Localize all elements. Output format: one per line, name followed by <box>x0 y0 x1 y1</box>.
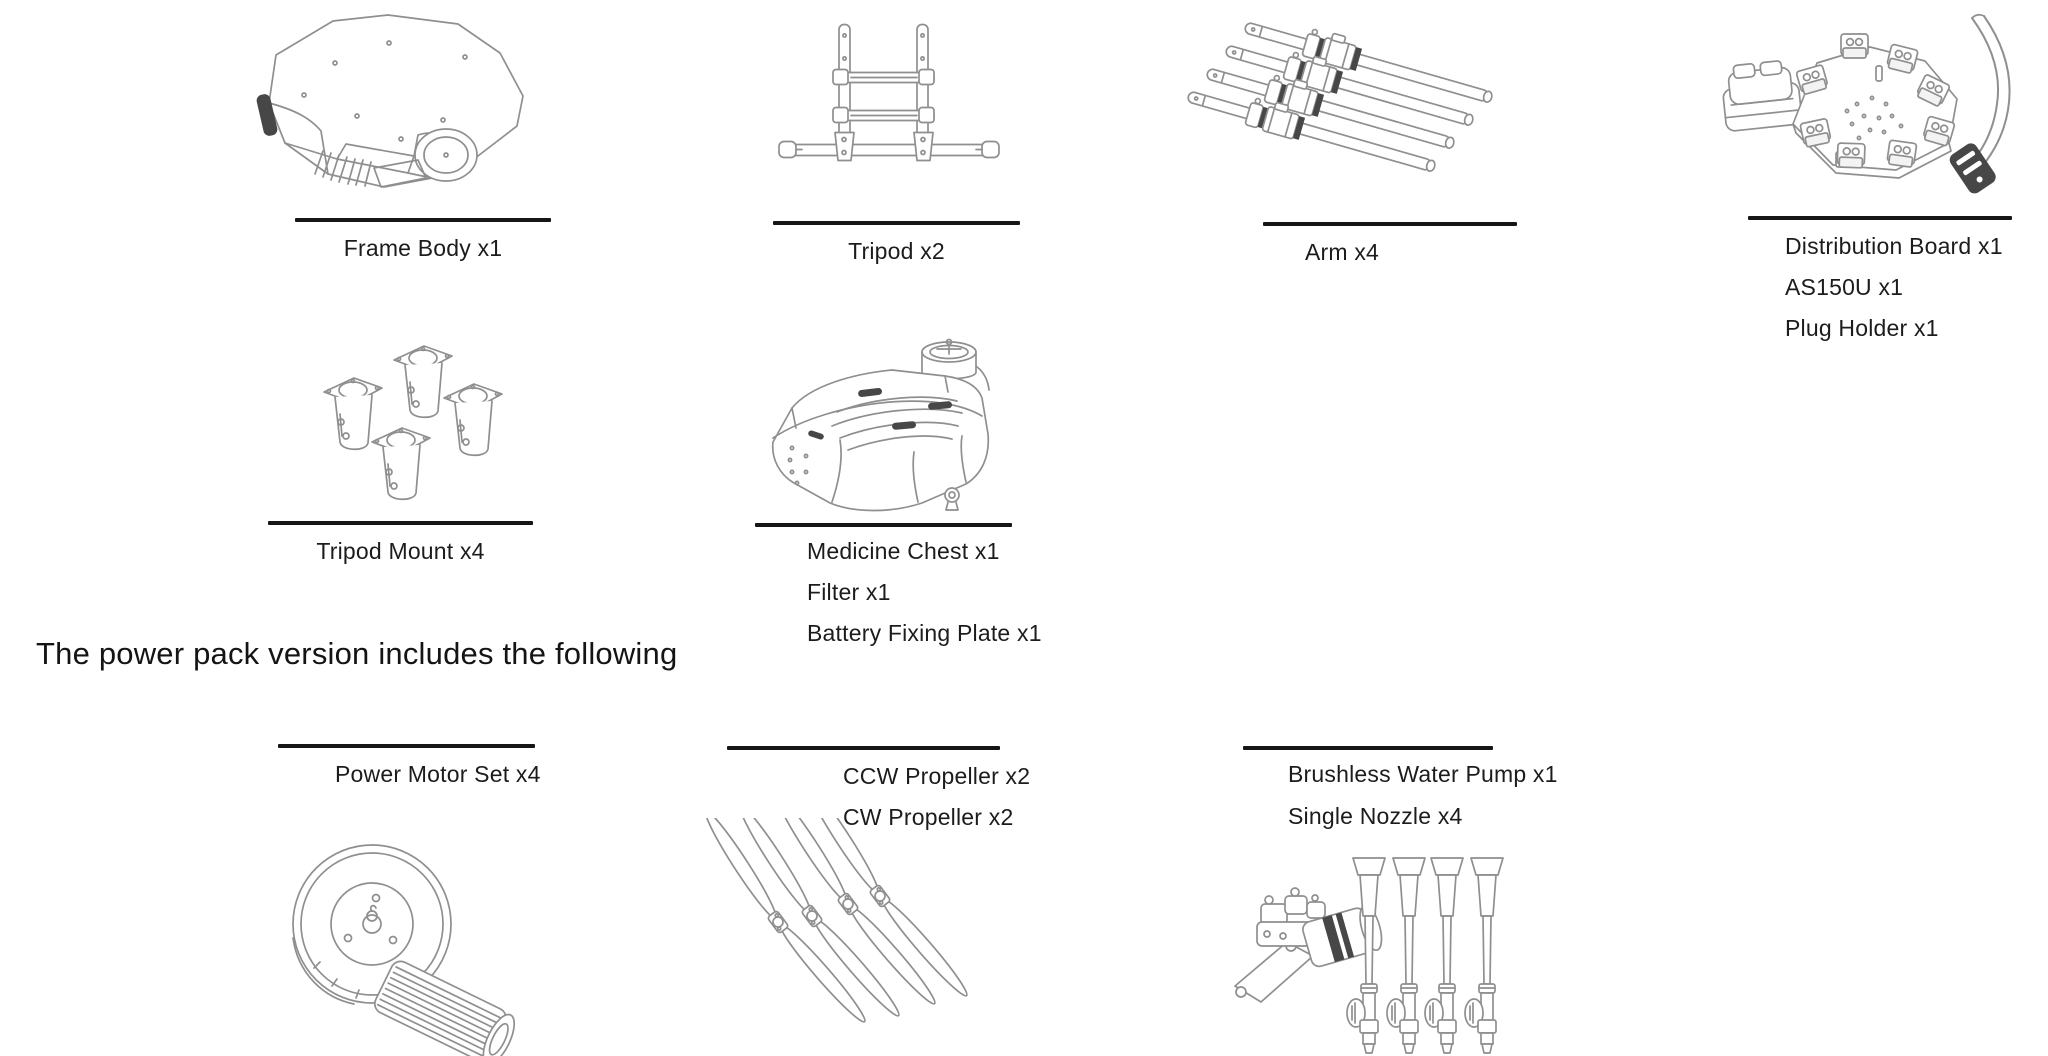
section-heading: The power pack version includes the following <box>36 636 678 671</box>
part-propellers <box>688 730 1043 1056</box>
arm-drawing <box>1175 2 1505 212</box>
label-divider <box>1263 222 1517 226</box>
part-label: Tripod Mount x4 <box>316 538 485 564</box>
tripod-mount-drawing <box>300 342 530 517</box>
part-label: Medicine Chest x1 <box>807 538 1000 564</box>
label-divider <box>278 744 535 748</box>
part-label: Power Motor Set x4 <box>335 761 541 787</box>
medicine-chest-drawing <box>740 332 1020 527</box>
part-label: Plug Holder x1 <box>1785 315 1939 341</box>
part-tripod-mount <box>238 328 568 578</box>
part-medicine-chest <box>728 322 1073 652</box>
water-pump-drawing <box>1225 852 1555 1056</box>
power-motor-set-illustration <box>280 838 540 1056</box>
label-divider <box>755 523 1012 527</box>
distribution-board-illustration <box>1716 12 2036 216</box>
tripod-illustration <box>777 18 1007 178</box>
label-divider <box>773 221 1020 225</box>
propellers-illustration <box>698 818 1038 1056</box>
frame-body-drawing <box>238 8 558 208</box>
label-divider <box>295 218 551 222</box>
tripod-mount-illustration <box>300 342 530 517</box>
propellers-drawing <box>698 818 1038 1056</box>
part-label: Tripod x2 <box>848 238 945 264</box>
part-label: Filter x1 <box>807 579 891 605</box>
part-label: Battery Fixing Plate x1 <box>807 620 1042 646</box>
water-pump-illustration <box>1225 852 1555 1056</box>
tripod-drawing <box>777 18 1007 178</box>
part-label: Frame Body x1 <box>343 235 503 261</box>
part-distribution-board <box>1698 4 2048 350</box>
part-tripod <box>755 8 1035 278</box>
part-label: Arm x4 <box>1305 239 1380 265</box>
part-label: CCW Propeller x2 <box>843 763 1031 789</box>
medicine-chest-illustration <box>740 332 1020 527</box>
frame-body-illustration <box>238 8 558 208</box>
label-divider <box>1748 216 2012 220</box>
label-divider <box>268 521 533 525</box>
part-label: AS150U x1 <box>1785 274 1904 300</box>
power-motor-set-drawing <box>280 838 540 1056</box>
label-divider <box>1243 746 1493 750</box>
part-label: CW Propeller x2 <box>843 804 1014 830</box>
part-label: Single Nozzle x4 <box>1288 803 1463 829</box>
part-label: Distribution Board x1 <box>1785 233 2003 259</box>
part-power-motor-set <box>258 733 568 1056</box>
arm-illustration <box>1175 2 1505 212</box>
part-arm <box>1160 0 1530 270</box>
part-water-pump <box>1218 730 1563 1056</box>
part-frame-body <box>228 6 568 286</box>
distribution-board-drawing <box>1716 12 2036 216</box>
part-label: Brushless Water Pump x1 <box>1288 761 1558 787</box>
label-divider <box>727 746 1000 750</box>
